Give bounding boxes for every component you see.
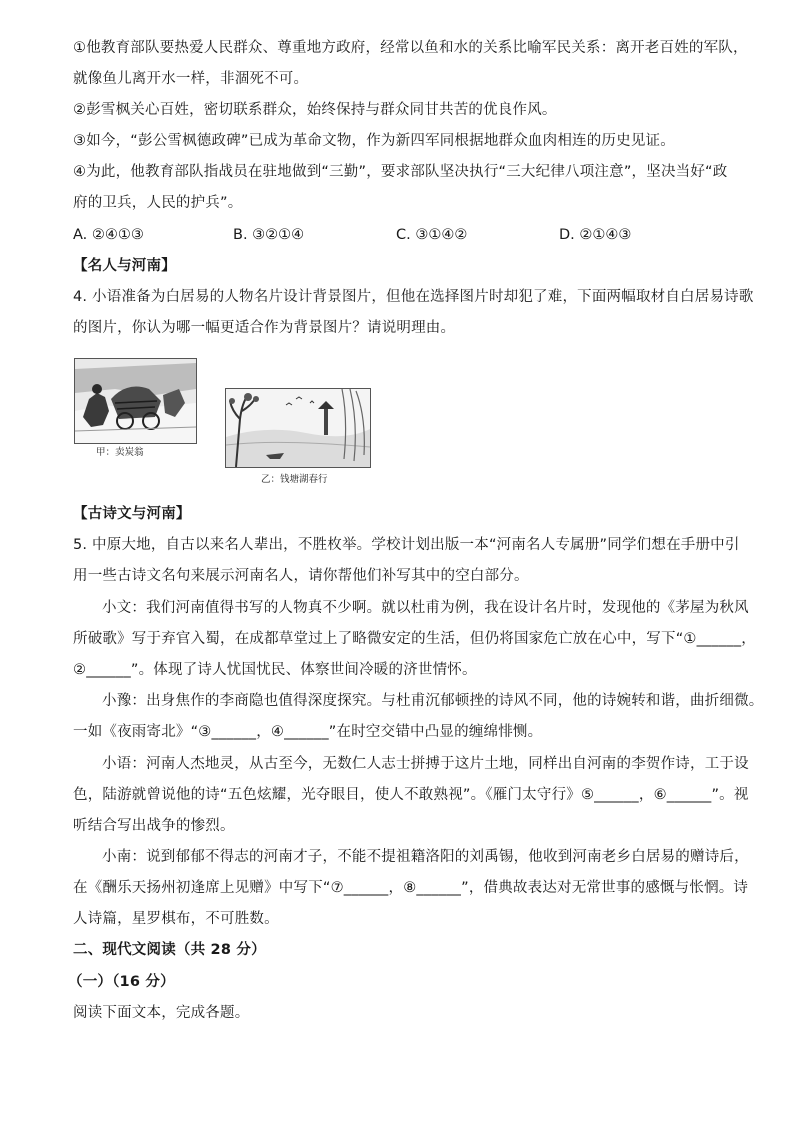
q3-statement-4-cont: 府的卫兵，人民的护兵”。 (73, 195, 243, 211)
q5-xiaonan-line-3: 人诗篇，星罗棋布，不可胜数。 (73, 911, 279, 927)
qiantang-lake-image (225, 388, 371, 468)
q5-line-2: 用一些古诗文名句来展示河南名人，请你帮他们补写其中的空白部分。 (73, 568, 529, 584)
q5-xiaowen-line-2: 所破歌》写于弃官入蜀，在成都草堂过上了略微安定的生活，但仍将国家危亡放在心中，写下“①______， (73, 631, 757, 647)
section-heading-celebrity: 【名人与河南】 (73, 258, 176, 274)
subsection-heading: （一）（16 分） (68, 974, 175, 990)
q3-statement-4: ④为此，他教育部队指战员在驻地做到“三勤”，要求部队坚决执行“三大纪律八项注意”，坚决当好“政 (73, 164, 728, 180)
q3-statement-2: ②彭雪枫关心百姓，密切联系群众，始终保持与群众同甘共苦的优良作风。 (73, 102, 557, 118)
section-heading-poetry: 【古诗文与河南】 (73, 506, 191, 522)
q3-statement-3: ③如今，“彭公雪枫德政碑”已成为革命文物，作为新四军同根据地群众血肉相连的历史见证。 (73, 133, 675, 149)
q3-option-d: D. ②①④③ (559, 227, 632, 243)
q3-option-b: B. ③②①④ (233, 227, 305, 243)
q5-xiaowen-line-3: ②______”。体现了诗人忧国忧民、体察世间冷暖的济世情怀。 (73, 662, 477, 678)
charcoal-seller-image (74, 358, 197, 444)
q3-option-c: C. ③①④② (396, 227, 468, 243)
caption-jia: 甲：卖炭翁 (96, 447, 144, 458)
q5-xiaoyu-line-2: 一如《夜雨寄北》“③______，④______”在时空交错中凸显的缠绵悱恻。 (73, 724, 543, 740)
q3-statement-1-cont: 就像鱼儿离开水一样，非涸死不可。 (73, 71, 309, 87)
section-heading-reading: 二、现代文阅读（共 28 分） (73, 942, 266, 958)
q5-line-1: 5. 中原大地，自古以来名人辈出，不胜枚举。学校计划出版一本“河南名人专属册”同学们想在手册中引 (73, 537, 740, 553)
q3-statement-1: ①他教育部队要热爱人民群众、尊重地方政府，经常以鱼和水的关系比喻军民关系：离开老百姓的军队， (73, 40, 748, 56)
q5-xiaonan-line-1: 小南：说到郁郁不得志的河南才子，不能不提祖籍洛阳的刘禹锡，他收到河南老乡白居易的赠诗后， (102, 849, 749, 865)
q3-option-a: A. ②④①③ (73, 227, 144, 243)
q5-xiaowen-line-1: 小文：我们河南值得书写的人物真不少啊。就以杜甫为例，我在设计名片时，发现他的《茅屋为秋风 (102, 600, 749, 616)
q5-xiaoyu2-line-2: 色，陆游就曾说他的诗“五色炫耀，光夺眼目，使人不敢熟视”。《雁门太守行》⑤______，⑥______”。视 (73, 787, 749, 803)
caption-yi: 乙：钱塘湖春行 (261, 474, 328, 485)
q4-line-2: 的图片，你认为哪一幅更适合作为背景图片？请说明理由。 (73, 320, 456, 336)
reading-instruction: 阅读下面文本，完成各题。 (73, 1005, 250, 1021)
q4-line-1: 4. 小语准备为白居易的人物名片设计背景图片，但他在选择图片时却犯了难，下面两幅取材自白居易诗歌 (73, 289, 754, 305)
q5-xiaoyu2-line-3: 听结合写出战争的惨烈。 (73, 818, 235, 834)
q5-xiaoyu-line-1: 小豫：出身焦作的李商隐也值得深度探究。与杜甫沉郁顿挫的诗风不同，他的诗婉转和谐，曲折细微。 (102, 693, 764, 709)
q5-xiaoyu2-line-1: 小语：河南人杰地灵，从古至今，无数仁人志士拼搏于这片土地，同样出自河南的李贺作诗，工于设 (102, 756, 749, 772)
q5-xiaonan-line-2: 在《酬乐天扬州初逢席上见赠》中写下“⑦______，⑧______”，借典故表达对无常世事的感慨与怅惘。诗 (73, 880, 749, 896)
